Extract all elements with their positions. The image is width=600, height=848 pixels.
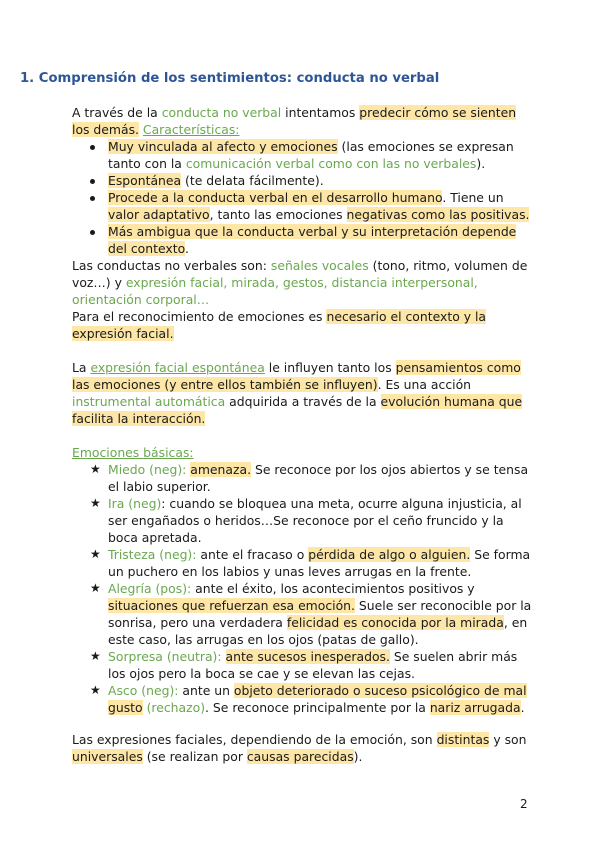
highlight: ante sucesos inesperados.	[225, 649, 390, 664]
text: . Es una acción	[377, 377, 472, 392]
highlight: valor adaptativo	[108, 207, 210, 222]
text: Se suelen abrir más los ojos pero la boca se cae y se elevan las cejas.	[108, 649, 518, 681]
list-item	[72, 546, 532, 580]
text: (las emociones se expresan tanto con la	[108, 139, 514, 171]
term: conducta no verbal	[161, 105, 282, 120]
highlight: negativas como las positivas.	[346, 207, 530, 222]
text: Se forma un puchero en los labios y unas leves arrugas en la frente.	[108, 547, 531, 579]
highlight: Procede a la conducta verbal en el desarrollo humano	[108, 190, 443, 205]
text: ).	[353, 749, 363, 764]
highlight: evolución humana que facilita la interacción.	[72, 394, 523, 426]
text: (te delata fácilmente).	[181, 173, 324, 188]
highlight: Espontánea	[108, 173, 182, 188]
characteristics-list	[72, 138, 532, 257]
highlight: universales	[72, 749, 143, 764]
facial-expression-paragraph	[72, 359, 532, 427]
emotion-name: Asco (neg):	[108, 683, 183, 698]
highlight: felicidad es conocida por la mirada	[286, 615, 504, 630]
star-icon: ★	[90, 496, 101, 510]
text: ).	[476, 156, 486, 171]
text: Suele ser reconocible por la sonrisa, pero una verdadera	[108, 598, 532, 630]
emotion-name: Miedo (neg):	[108, 462, 191, 477]
text: , en este caso, las arrugas en los ojos (patas de gallo).	[108, 615, 528, 647]
text: ante el éxito, los acontecimientos positivos y	[195, 581, 475, 596]
text: A través de la	[72, 105, 162, 120]
star-icon: ★	[90, 462, 101, 476]
text: ante un	[182, 683, 234, 698]
highlight: Muy vinculada al afecto y emociones	[108, 139, 338, 154]
highlight: pérdida de algo o alguien.	[308, 547, 471, 562]
nonverbal-types-paragraph	[72, 257, 532, 308]
star-icon: ★	[90, 581, 101, 595]
term: expresión facial espontánea	[90, 360, 265, 375]
highlight: predecir cómo se sienten los demás.	[72, 105, 517, 137]
text: Las conductas no verbales son:	[72, 258, 271, 273]
highlight: necesario el contexto y la expresión facial.	[72, 309, 487, 341]
text: ante el fracaso o	[200, 547, 309, 562]
star-icon: ★	[90, 547, 101, 561]
highlight: causas parecidas	[246, 749, 354, 764]
highlight: pensamientos como las emociones (y entre ellos también se influyen)	[72, 360, 521, 392]
text: intentamos	[281, 105, 360, 120]
term: expresión facial, mirada, gestos, distancia interpersonal, orientación corporal…	[72, 275, 478, 307]
list-item	[72, 189, 532, 223]
highlight: situaciones que refuerzan esa emoción.	[108, 598, 355, 613]
text: .	[184, 241, 189, 256]
highlight: distintas	[436, 732, 490, 747]
characteristics-label: Características:	[142, 122, 240, 137]
text: y son	[489, 732, 527, 747]
emotions-title: Emociones básicas:	[72, 445, 194, 460]
list-item	[72, 223, 532, 257]
emotion-name: Alegría (pos):	[108, 581, 196, 596]
highlight: Más ambigua que la conducta verbal y su interpretación depende del contexto	[108, 224, 517, 256]
emotion-name: Ira (neg)	[108, 496, 162, 511]
intro-paragraph	[72, 104, 532, 138]
list-item	[72, 580, 532, 648]
emotion-name: Tristeza (neg):	[108, 547, 201, 562]
text: La	[72, 360, 91, 375]
term: comunicación verbal como con las no verbales	[185, 156, 477, 171]
highlight: amenaza.	[190, 462, 252, 477]
text: Las expresiones faciales, dependiendo de la emoción, son	[72, 732, 437, 747]
list-item	[72, 495, 532, 546]
text: , tanto las emociones	[209, 207, 347, 222]
list-item	[72, 461, 532, 495]
text: Para el reconocimiento de emociones es	[72, 309, 327, 324]
star-icon: ★	[90, 683, 101, 697]
text: . Se reconoce principalmente por la	[205, 700, 430, 715]
text: Se reconoce por los ojos abiertos y se tensa el labio superior.	[108, 462, 529, 494]
text: (tono, ritmo, volumen de voz…) y	[72, 258, 528, 290]
list-item	[72, 138, 532, 172]
text: : cuando se bloquea una meta, ocurre alguna injusticia, al ser engañados o heridos…Se reconoce por el ceño fruncido y la boca apretada.	[108, 496, 522, 545]
star-icon: ★	[90, 649, 101, 663]
term: (rechazo)	[146, 700, 206, 715]
text: .	[520, 700, 525, 715]
text: adquirida a través de la	[225, 394, 381, 409]
list-item	[72, 648, 532, 682]
recognition-paragraph	[72, 308, 532, 342]
section-heading: 1. Comprensión de los sentimientos: conducta no verbal	[20, 71, 440, 86]
closing-paragraph	[72, 731, 532, 765]
term: señales vocales	[270, 258, 369, 273]
text: (se realizan por	[142, 749, 247, 764]
text: le influyen tanto los	[264, 360, 396, 375]
text: . Tiene un	[442, 190, 504, 205]
emotions-list	[72, 461, 532, 716]
emotion-name: Sorpresa (neutra):	[108, 649, 226, 664]
page-number: 2	[520, 797, 528, 811]
highlight: nariz arrugada	[429, 700, 521, 715]
list-item	[72, 172, 532, 189]
list-item	[72, 682, 532, 716]
highlight: objeto deteriorado o suceso psicológico de mal gusto	[108, 683, 527, 715]
term: instrumental automática	[72, 394, 226, 409]
